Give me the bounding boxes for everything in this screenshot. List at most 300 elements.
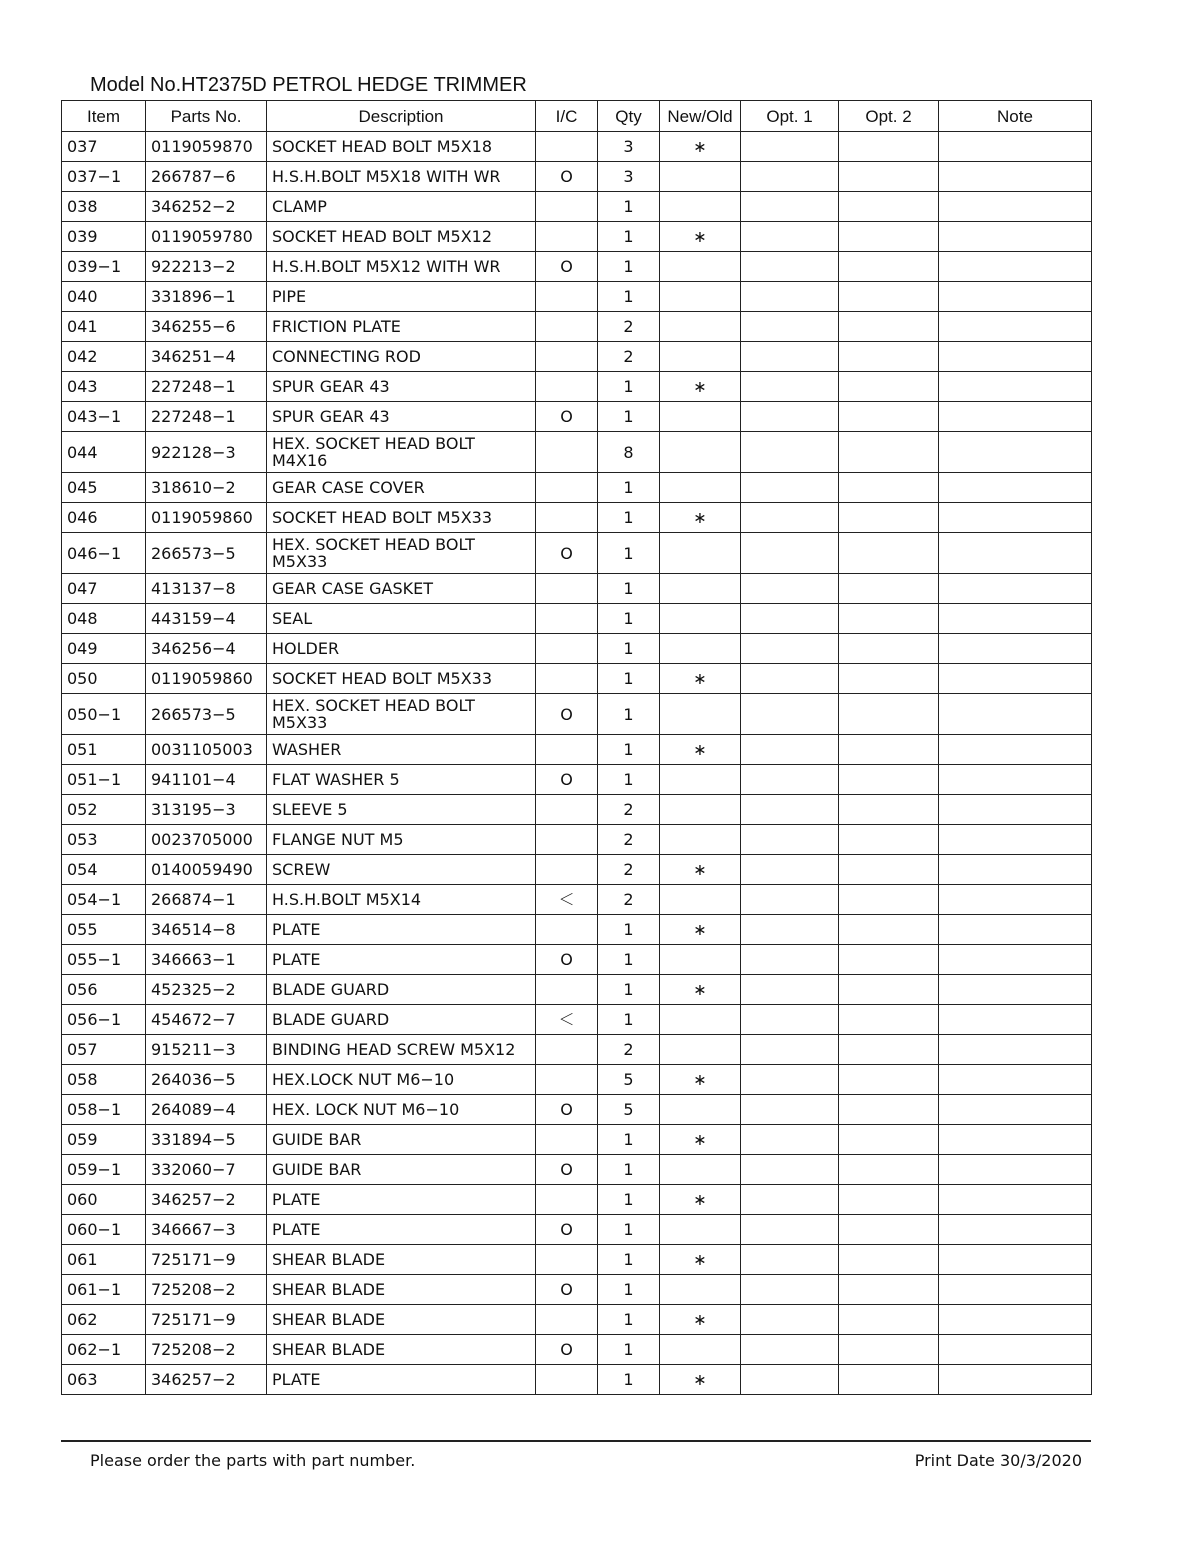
cell-ic [536, 574, 598, 604]
cell-qty: 2 [598, 312, 660, 342]
cell-note [939, 634, 1092, 664]
cell-note [939, 1275, 1092, 1305]
cell-ic [536, 342, 598, 372]
header-note: Note [939, 101, 1092, 132]
page-title: Model No.HT2375D PETROL HEDGE TRIMMER [90, 74, 527, 96]
cell-new-old [660, 1035, 741, 1065]
header-description: Description [267, 101, 536, 132]
cell-qty: 1 [598, 402, 660, 432]
cell-opt-1 [741, 1185, 839, 1215]
cell-part-no: 346255−6 [146, 312, 267, 342]
cell-opt-2 [839, 372, 939, 402]
cell-part-no: 346667−3 [146, 1215, 267, 1245]
cell-ic: O [536, 1275, 598, 1305]
cell-part-no: 922213−2 [146, 252, 267, 282]
cell-part-no: 915211−3 [146, 1035, 267, 1065]
cell-ic: O [536, 402, 598, 432]
cell-item: 059 [62, 1125, 146, 1155]
table-row [62, 372, 1092, 402]
cell-opt-2 [839, 473, 939, 503]
cell-part-no: 0031105003 [146, 735, 267, 765]
cell-part-no: 346256−4 [146, 634, 267, 664]
cell-description: HEX. SOCKET HEAD BOLT M4X16 [267, 432, 536, 473]
cell-note [939, 1065, 1092, 1095]
cell-qty: 1 [598, 372, 660, 402]
cell-qty: 1 [598, 915, 660, 945]
cell-new-old [660, 634, 741, 664]
cell-note [939, 1245, 1092, 1275]
cell-part-no: 266573−5 [146, 694, 267, 735]
cell-opt-2 [839, 855, 939, 885]
cell-note [939, 1005, 1092, 1035]
cell-new-old: ∗ [660, 1365, 741, 1395]
cell-item: 040 [62, 282, 146, 312]
cell-opt-1 [741, 162, 839, 192]
table-row [62, 1035, 1092, 1065]
cell-new-old: ∗ [660, 132, 741, 162]
cell-qty: 3 [598, 132, 660, 162]
cell-ic [536, 1245, 598, 1275]
cell-description: SOCKET HEAD BOLT M5X12 [267, 222, 536, 252]
cell-item: 061 [62, 1245, 146, 1275]
cell-new-old [660, 1215, 741, 1245]
cell-opt-1 [741, 1065, 839, 1095]
cell-ic [536, 664, 598, 694]
cell-ic [536, 222, 598, 252]
cell-qty: 1 [598, 574, 660, 604]
cell-qty: 8 [598, 432, 660, 473]
cell-item: 063 [62, 1365, 146, 1395]
table-row [62, 402, 1092, 432]
cell-qty: 1 [598, 252, 660, 282]
cell-ic [536, 312, 598, 342]
cell-part-no: 0119059860 [146, 503, 267, 533]
cell-new-old [660, 765, 741, 795]
cell-qty: 5 [598, 1095, 660, 1125]
cell-ic [536, 604, 598, 634]
cell-opt-1 [741, 1365, 839, 1395]
cell-note [939, 192, 1092, 222]
cell-part-no: 264036−5 [146, 1065, 267, 1095]
cell-opt-2 [839, 735, 939, 765]
cell-note [939, 473, 1092, 503]
cell-description: SHEAR BLADE [267, 1335, 536, 1365]
cell-part-no: 346514−8 [146, 915, 267, 945]
cell-ic [536, 915, 598, 945]
table-row [62, 825, 1092, 855]
cell-ic: O [536, 162, 598, 192]
cell-new-old [660, 1005, 741, 1035]
cell-qty: 2 [598, 885, 660, 915]
cell-opt-2 [839, 634, 939, 664]
cell-new-old: ∗ [660, 1125, 741, 1155]
cell-ic: O [536, 1335, 598, 1365]
cell-item: 039−1 [62, 252, 146, 282]
header-new-old: New/Old [660, 101, 741, 132]
table-row [62, 342, 1092, 372]
cell-opt-1 [741, 574, 839, 604]
cell-description: H.S.H.BOLT M5X18 WITH WR [267, 162, 536, 192]
cell-item: 061−1 [62, 1275, 146, 1305]
table-row [62, 694, 1092, 735]
cell-item: 037 [62, 132, 146, 162]
cell-note [939, 574, 1092, 604]
cell-ic [536, 975, 598, 1005]
cell-note [939, 503, 1092, 533]
table-row [62, 915, 1092, 945]
cell-part-no: 346663−1 [146, 945, 267, 975]
header-ic: I/C [536, 101, 598, 132]
cell-qty: 1 [598, 945, 660, 975]
cell-opt-1 [741, 735, 839, 765]
cell-part-no: 227248−1 [146, 372, 267, 402]
table-row [62, 1065, 1092, 1095]
cell-part-no: 452325−2 [146, 975, 267, 1005]
cell-qty: 1 [598, 1275, 660, 1305]
cell-ic [536, 1125, 598, 1155]
cell-item: 042 [62, 342, 146, 372]
cell-description: FRICTION PLATE [267, 312, 536, 342]
cell-opt-1 [741, 1275, 839, 1305]
table-row [62, 252, 1092, 282]
header-qty: Qty [598, 101, 660, 132]
cell-opt-2 [839, 1215, 939, 1245]
table-row [62, 1215, 1092, 1245]
cell-part-no: 266573−5 [146, 533, 267, 574]
cell-opt-2 [839, 312, 939, 342]
cell-opt-1 [741, 975, 839, 1005]
cell-qty: 2 [598, 342, 660, 372]
cell-description: SOCKET HEAD BOLT M5X18 [267, 132, 536, 162]
cell-new-old [660, 1095, 741, 1125]
table-row [62, 855, 1092, 885]
cell-new-old: ∗ [660, 1305, 741, 1335]
cell-new-old: ∗ [660, 222, 741, 252]
cell-part-no: 0119059870 [146, 132, 267, 162]
cell-part-no: 0023705000 [146, 825, 267, 855]
cell-ic [536, 855, 598, 885]
cell-opt-2 [839, 795, 939, 825]
cell-description: SLEEVE 5 [267, 795, 536, 825]
cell-note [939, 162, 1092, 192]
cell-note [939, 765, 1092, 795]
table-row [62, 222, 1092, 252]
table-row [62, 1365, 1092, 1395]
cell-qty: 1 [598, 222, 660, 252]
cell-qty: 1 [598, 1125, 660, 1155]
cell-ic: O [536, 1215, 598, 1245]
cell-new-old [660, 252, 741, 282]
cell-description: CONNECTING ROD [267, 342, 536, 372]
cell-description: FLAT WASHER 5 [267, 765, 536, 795]
cell-opt-1 [741, 1125, 839, 1155]
cell-opt-2 [839, 825, 939, 855]
cell-note [939, 735, 1092, 765]
cell-note [939, 885, 1092, 915]
table-row [62, 503, 1092, 533]
cell-ic: O [536, 765, 598, 795]
table-row [62, 765, 1092, 795]
cell-new-old [660, 1275, 741, 1305]
cell-part-no: 443159−4 [146, 604, 267, 634]
cell-note [939, 604, 1092, 634]
cell-opt-1 [741, 1335, 839, 1365]
cell-description: SHEAR BLADE [267, 1275, 536, 1305]
cell-opt-1 [741, 1095, 839, 1125]
cell-item: 045 [62, 473, 146, 503]
cell-part-no: 331894−5 [146, 1125, 267, 1155]
cell-description: HOLDER [267, 634, 536, 664]
cell-note [939, 825, 1092, 855]
cell-ic [536, 432, 598, 473]
cell-ic [536, 825, 598, 855]
cell-note [939, 1155, 1092, 1185]
cell-ic [536, 192, 598, 222]
cell-qty: 1 [598, 503, 660, 533]
cell-opt-2 [839, 604, 939, 634]
cell-qty: 1 [598, 1215, 660, 1245]
cell-note [939, 915, 1092, 945]
cell-part-no: 413137−8 [146, 574, 267, 604]
cell-ic: O [536, 1095, 598, 1125]
cell-new-old [660, 282, 741, 312]
cell-item: 060−1 [62, 1215, 146, 1245]
cell-opt-2 [839, 342, 939, 372]
cell-opt-1 [741, 1005, 839, 1035]
table-row [62, 162, 1092, 192]
cell-note [939, 222, 1092, 252]
cell-qty: 1 [598, 975, 660, 1005]
cell-opt-2 [839, 885, 939, 915]
cell-note [939, 795, 1092, 825]
cell-ic: O [536, 694, 598, 735]
cell-note [939, 1185, 1092, 1215]
cell-qty: 2 [598, 855, 660, 885]
cell-description: PIPE [267, 282, 536, 312]
cell-description: PLATE [267, 1185, 536, 1215]
cell-qty: 1 [598, 634, 660, 664]
cell-ic [536, 473, 598, 503]
cell-opt-1 [741, 503, 839, 533]
cell-item: 060 [62, 1185, 146, 1215]
table-row [62, 975, 1092, 1005]
cell-qty: 1 [598, 735, 660, 765]
cell-item: 043−1 [62, 402, 146, 432]
cell-new-old [660, 825, 741, 855]
cell-qty: 1 [598, 1155, 660, 1185]
cell-part-no: 318610−2 [146, 473, 267, 503]
cell-description: H.S.H.BOLT M5X12 WITH WR [267, 252, 536, 282]
cell-description: HEX. SOCKET HEAD BOLT M5X33 [267, 694, 536, 735]
cell-item: 048 [62, 604, 146, 634]
cell-new-old: ∗ [660, 664, 741, 694]
cell-part-no: 0119059860 [146, 664, 267, 694]
cell-item: 056−1 [62, 1005, 146, 1035]
cell-qty: 1 [598, 765, 660, 795]
table-row [62, 574, 1092, 604]
cell-description: PLATE [267, 1215, 536, 1245]
cell-description: SPUR GEAR 43 [267, 372, 536, 402]
cell-item: 062 [62, 1305, 146, 1335]
table-row [62, 634, 1092, 664]
cell-new-old [660, 342, 741, 372]
cell-opt-1 [741, 132, 839, 162]
cell-part-no: 346252−2 [146, 192, 267, 222]
parts-table [61, 100, 1092, 1395]
cell-new-old [660, 432, 741, 473]
cell-description: SOCKET HEAD BOLT M5X33 [267, 664, 536, 694]
cell-note [939, 402, 1092, 432]
cell-description: PLATE [267, 915, 536, 945]
cell-part-no: 332060−7 [146, 1155, 267, 1185]
cell-item: 062−1 [62, 1335, 146, 1365]
cell-item: 038 [62, 192, 146, 222]
cell-ic [536, 282, 598, 312]
cell-opt-2 [839, 282, 939, 312]
footer-divider [61, 1440, 1091, 1442]
cell-new-old [660, 1335, 741, 1365]
cell-part-no: 725208−2 [146, 1335, 267, 1365]
table-row [62, 473, 1092, 503]
cell-note [939, 533, 1092, 574]
cell-part-no: 0119059780 [146, 222, 267, 252]
cell-ic [536, 1185, 598, 1215]
table-row [62, 1245, 1092, 1275]
table-row [62, 1275, 1092, 1305]
cell-item: 044 [62, 432, 146, 473]
cell-new-old: ∗ [660, 855, 741, 885]
cell-ic [536, 1035, 598, 1065]
cell-opt-1 [741, 473, 839, 503]
cell-opt-2 [839, 915, 939, 945]
table-row [62, 1155, 1092, 1185]
cell-new-old [660, 402, 741, 432]
cell-new-old [660, 945, 741, 975]
cell-qty: 5 [598, 1065, 660, 1095]
cell-description: WASHER [267, 735, 536, 765]
cell-item: 051 [62, 735, 146, 765]
cell-note [939, 664, 1092, 694]
cell-part-no: 922128−3 [146, 432, 267, 473]
cell-part-no: 266874−1 [146, 885, 267, 915]
cell-new-old [660, 312, 741, 342]
table-row [62, 1305, 1092, 1335]
cell-opt-2 [839, 1095, 939, 1125]
header-item: Item [62, 101, 146, 132]
cell-description: GEAR CASE GASKET [267, 574, 536, 604]
table-row [62, 533, 1092, 574]
cell-opt-2 [839, 1065, 939, 1095]
cell-opt-1 [741, 795, 839, 825]
cell-item: 046 [62, 503, 146, 533]
cell-opt-1 [741, 694, 839, 735]
cell-opt-1 [741, 1215, 839, 1245]
cell-ic [536, 795, 598, 825]
header-opt-1: Opt. 1 [741, 101, 839, 132]
cell-opt-1 [741, 312, 839, 342]
cell-item: 059−1 [62, 1155, 146, 1185]
cell-qty: 1 [598, 1245, 660, 1275]
cell-opt-2 [839, 252, 939, 282]
cell-description: SOCKET HEAD BOLT M5X33 [267, 503, 536, 533]
cell-opt-1 [741, 915, 839, 945]
cell-opt-2 [839, 402, 939, 432]
cell-item: 057 [62, 1035, 146, 1065]
cell-description: H.S.H.BOLT M5X14 [267, 885, 536, 915]
table-row [62, 1125, 1092, 1155]
cell-qty: 2 [598, 825, 660, 855]
cell-part-no: 346257−2 [146, 1185, 267, 1215]
cell-part-no: 266787−6 [146, 162, 267, 192]
cell-opt-1 [741, 855, 839, 885]
table-row [62, 1005, 1092, 1035]
cell-new-old [660, 473, 741, 503]
cell-description: GEAR CASE COVER [267, 473, 536, 503]
cell-opt-2 [839, 1185, 939, 1215]
table-row [62, 1335, 1092, 1365]
cell-new-old [660, 885, 741, 915]
cell-item: 050 [62, 664, 146, 694]
cell-note [939, 1035, 1092, 1065]
cell-note [939, 694, 1092, 735]
cell-part-no: 227248−1 [146, 402, 267, 432]
cell-opt-2 [839, 574, 939, 604]
cell-opt-2 [839, 132, 939, 162]
cell-note [939, 1365, 1092, 1395]
cell-note [939, 1125, 1092, 1155]
cell-new-old [660, 795, 741, 825]
cell-item: 043 [62, 372, 146, 402]
cell-opt-2 [839, 1365, 939, 1395]
cell-description: HEX. LOCK NUT M6−10 [267, 1095, 536, 1125]
cell-qty: 1 [598, 664, 660, 694]
cell-opt-1 [741, 1155, 839, 1185]
cell-part-no: 346251−4 [146, 342, 267, 372]
cell-note [939, 432, 1092, 473]
cell-item: 054−1 [62, 885, 146, 915]
cell-opt-1 [741, 402, 839, 432]
cell-qty: 1 [598, 1185, 660, 1215]
cell-note [939, 1215, 1092, 1245]
cell-new-old [660, 574, 741, 604]
cell-ic [536, 372, 598, 402]
table-row [62, 282, 1092, 312]
cell-new-old [660, 604, 741, 634]
cell-part-no: 725208−2 [146, 1275, 267, 1305]
cell-qty: 2 [598, 795, 660, 825]
cell-part-no: 725171−9 [146, 1245, 267, 1275]
cell-item: 055−1 [62, 945, 146, 975]
cell-new-old: ∗ [660, 1245, 741, 1275]
cell-ic: O [536, 533, 598, 574]
cell-new-old: ∗ [660, 503, 741, 533]
cell-item: 053 [62, 825, 146, 855]
cell-opt-2 [839, 1035, 939, 1065]
cell-item: 039 [62, 222, 146, 252]
footer-note: Please order the parts with part number. [90, 1451, 416, 1470]
cell-item: 052 [62, 795, 146, 825]
cell-opt-1 [741, 634, 839, 664]
cell-ic [536, 1305, 598, 1335]
cell-opt-1 [741, 282, 839, 312]
cell-description: SCREW [267, 855, 536, 885]
cell-item: 055 [62, 915, 146, 945]
cell-item: 041 [62, 312, 146, 342]
cell-opt-1 [741, 604, 839, 634]
cell-opt-1 [741, 945, 839, 975]
table-row [62, 132, 1092, 162]
cell-description: BLADE GUARD [267, 975, 536, 1005]
